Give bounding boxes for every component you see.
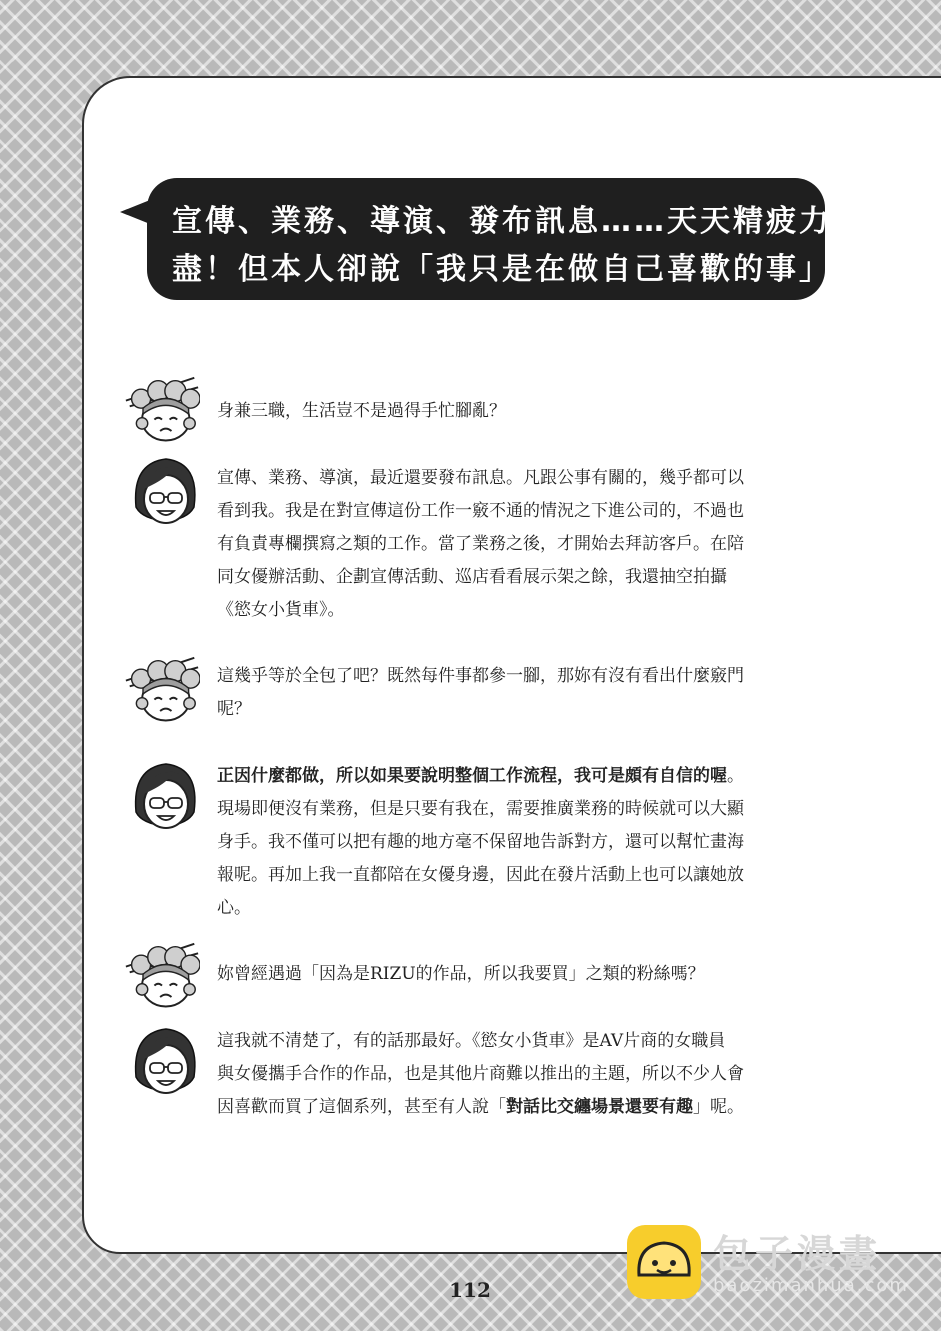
text-line: 《慾女小貨車》。 xyxy=(217,600,345,620)
interviewee-icon xyxy=(130,760,202,834)
text-line: 身手。我不僅可以把有趣的地方毫不保留地告訴對方，還可以幫忙畫海 xyxy=(217,832,744,852)
interviewer-icon xyxy=(124,654,200,730)
text-line: 呢？ xyxy=(217,699,251,719)
interviewer-icon xyxy=(124,940,200,1016)
text-line: 這我就不清楚了，有的話那最好。《慾女小貨車》是AV片商的女職員 xyxy=(217,1031,726,1051)
text-line: 宣傳、業務、導演，最近還要發布訊息。凡跟公事有關的，幾乎都可以 xyxy=(217,468,744,488)
text-fragment: 。 xyxy=(727,766,744,786)
text-fragment: 」呢。 xyxy=(693,1097,744,1117)
text-line: 現場即便沒有業務，但是只要有我在，需要推廣業務的時候就可以大顯 xyxy=(217,799,744,819)
text-line: 這幾乎等於全包了吧？既然每件事都參一腳，那妳有沒有看出什麼竅門 xyxy=(217,666,744,686)
text-line xyxy=(217,1091,837,1124)
answer-paragraph xyxy=(217,760,837,925)
speech-bubble-tail xyxy=(120,200,150,224)
question-paragraph xyxy=(217,395,837,428)
answer-paragraph xyxy=(217,1025,837,1124)
interviewer-icon xyxy=(124,374,200,450)
text-line xyxy=(217,760,837,793)
text-line: 身兼三職，生活豈不是過得手忙腳亂？ xyxy=(217,401,506,421)
text-fragment: 因喜歡而買了這個系列，甚至有人說「 xyxy=(217,1097,506,1117)
emphasis-text: 對話比交纏場景還要有趣 xyxy=(506,1097,693,1117)
text-line: 有負責專欄撰寫之類的工作。當了業務之後，才開始去拜訪客戶。在陪 xyxy=(217,534,744,554)
watermark-logo xyxy=(627,1225,701,1299)
interviewee-icon xyxy=(130,1025,202,1099)
text-line: 與女優攜手合作的作品，也是其他片商難以推出的主題，所以不少人會 xyxy=(217,1064,744,1084)
interviewee-icon xyxy=(130,455,202,529)
question-paragraph xyxy=(217,958,837,991)
headline-line-1: 宣傳、業務、導演、發布訊息……天天精疲力 xyxy=(172,204,832,239)
page-number: 112 xyxy=(449,1278,491,1302)
text-line: 看到我。我是在對宣傳這份工作一竅不通的情況之下進公司的，不過也 xyxy=(217,501,744,521)
watermark-subtitle: baozimanhua.com xyxy=(713,1275,909,1296)
answer-paragraph xyxy=(217,462,837,627)
question-paragraph xyxy=(217,660,837,726)
emphasis-text: 正因什麼都做，所以如果要說明整個工作流程，我可是頗有自信的喔 xyxy=(217,766,727,786)
text-line: 同女優辦活動、企劃宣傳活動、巡店看看展示架之餘，我還抽空拍攝 xyxy=(217,567,727,587)
bun-icon xyxy=(627,1225,701,1299)
watermark-title: 包子漫畫 xyxy=(713,1232,882,1276)
headline-line-2: 盡！但本人卻說「我只是在做自己喜歡的事」 xyxy=(172,252,832,287)
text-line: 報呢。再加上我一直都陪在女優身邊，因此在發片活動上也可以讓她放 xyxy=(217,865,744,885)
text-line: 心。 xyxy=(217,898,251,918)
text-line: 妳曾經遇過「因為是RIZU的作品，所以我要買」之類的粉絲嗎？ xyxy=(217,964,705,984)
